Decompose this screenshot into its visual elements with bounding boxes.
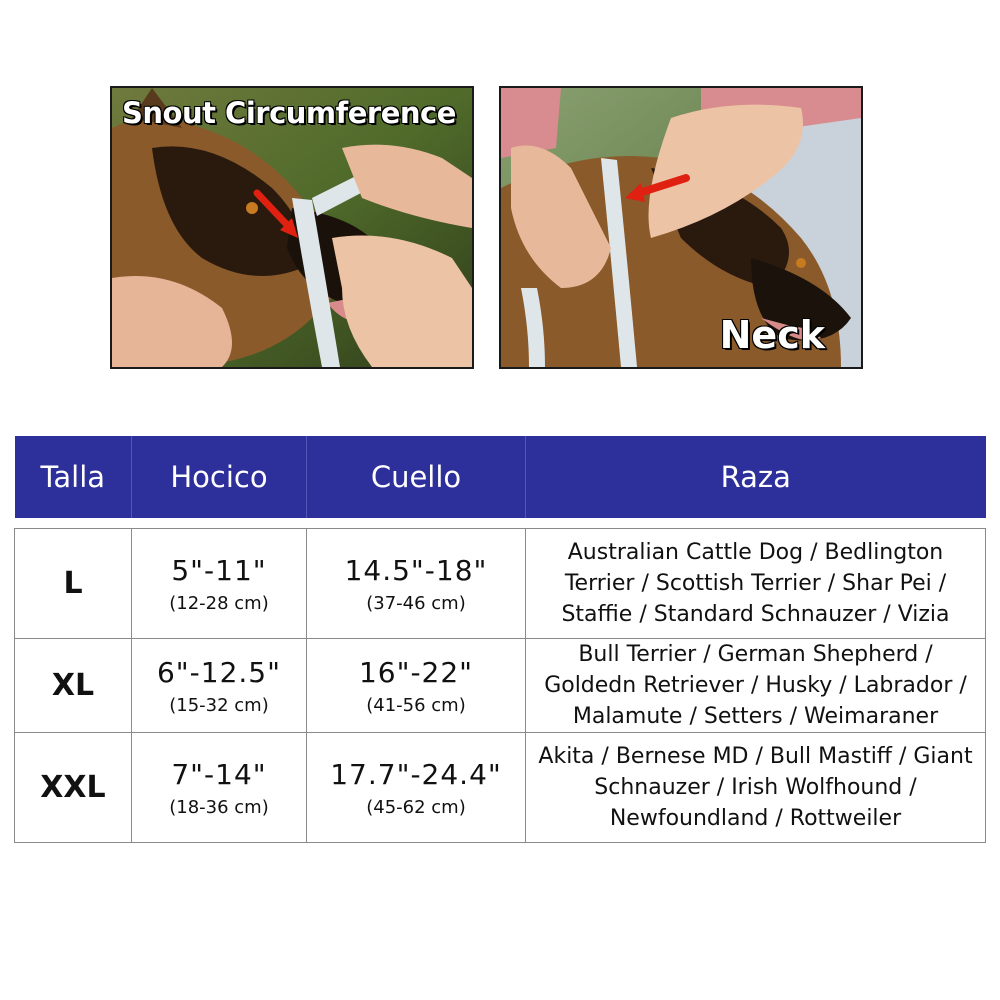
neck-inches: 14.5"-18" xyxy=(344,553,488,587)
size-name: L xyxy=(63,566,83,601)
table-row xyxy=(15,529,986,639)
neck-inches: 16"-22" xyxy=(358,655,474,689)
table-row xyxy=(15,639,986,733)
snout-inches: 7"-14" xyxy=(171,757,267,791)
neck-cm: (37-46 cm) xyxy=(366,592,466,614)
breeds-cell xyxy=(526,639,986,733)
size-cell xyxy=(15,529,132,639)
snout-circumference-label: Snout Circumference xyxy=(122,96,456,130)
table-row xyxy=(15,733,986,843)
header-talla: Talla xyxy=(15,436,132,518)
snout-inches: 6"-12.5" xyxy=(156,655,282,689)
neck-cm: (45-62 cm) xyxy=(366,796,466,818)
neck-label: Neck xyxy=(719,313,825,357)
snout-cm: (15-32 cm) xyxy=(169,694,269,716)
snout-inches: 5"-11" xyxy=(171,553,267,587)
header-hocico: Hocico xyxy=(132,436,307,518)
snout-cell xyxy=(132,529,307,639)
neck-measurement-photo xyxy=(499,86,863,369)
snout-cell xyxy=(132,733,307,843)
neck-cell xyxy=(307,639,526,733)
size-cell xyxy=(15,733,132,843)
size-name: XXL xyxy=(40,770,106,805)
breeds-text: Australian Cattle Dog / Bedlington Terrier / Scottish Terrier / Shar Pei / Staffie / Standard Schnauzer / Vizia xyxy=(561,540,950,627)
breeds-cell xyxy=(526,529,986,639)
breeds-text: Akita / Bernese MD / Bull Mastiff / Giant Schnauzer / Irish Wolfhound / Newfoundland / Rottweiler xyxy=(538,744,973,831)
size-chart-table xyxy=(14,436,986,843)
breeds-cell xyxy=(526,733,986,843)
size-cell xyxy=(15,639,132,733)
snout-measurement-photo xyxy=(110,86,474,369)
header-cuello: Cuello xyxy=(307,436,526,518)
neck-cell xyxy=(307,529,526,639)
neck-inches: 17.7"-24.4" xyxy=(330,757,502,791)
neck-cm: (41-56 cm) xyxy=(366,694,466,716)
header-raza: Raza xyxy=(526,436,986,518)
snout-cell xyxy=(132,639,307,733)
snout-cm: (18-36 cm) xyxy=(169,796,269,818)
snout-cm: (12-28 cm) xyxy=(169,592,269,614)
neck-cell xyxy=(307,733,526,843)
breeds-text: Bull Terrier / German Shepherd / Goldedn Retriever / Husky / Labrador / Malamute / Setters / Weimaraner xyxy=(544,642,967,729)
size-name: XL xyxy=(51,668,95,703)
table-header-row xyxy=(15,436,986,518)
